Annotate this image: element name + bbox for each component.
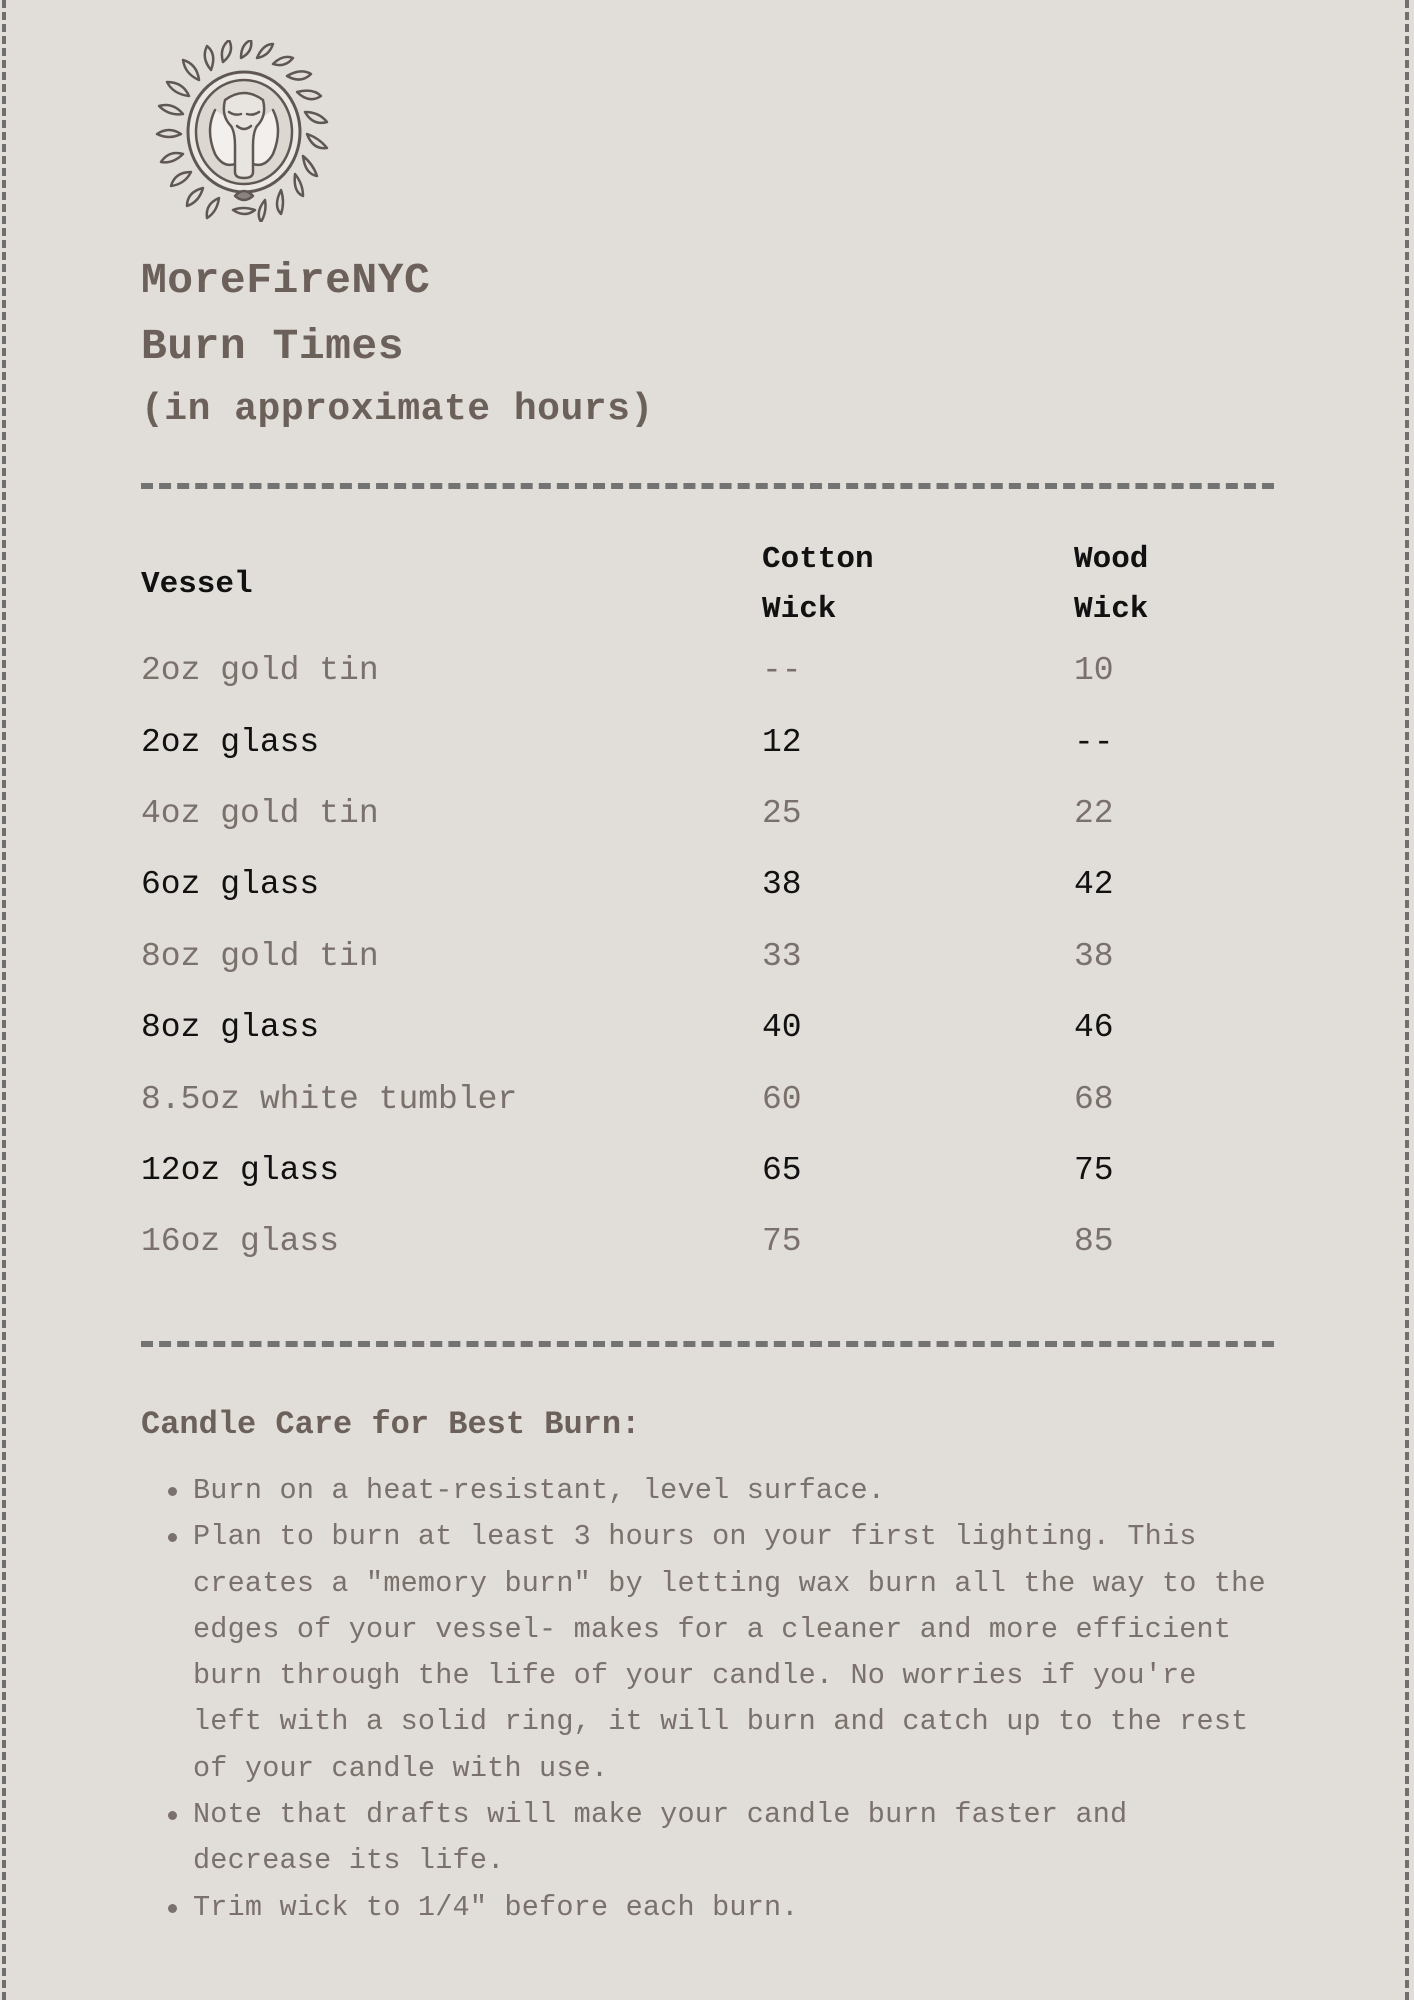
page-border-right bbox=[1405, 0, 1409, 2000]
cell-wood-wick: 10 bbox=[1074, 652, 1114, 690]
cell-wood-wick: 85 bbox=[1074, 1223, 1114, 1261]
list-item: Burn on a heat-resistant, level surface. bbox=[193, 1468, 1274, 1514]
cell-vessel: 4oz gold tin bbox=[141, 794, 379, 832]
brand-name: MoreFireNYC bbox=[141, 256, 431, 305]
cell-vessel: 8.5oz white tumbler bbox=[141, 1080, 518, 1118]
cell-cotton-wick: 65 bbox=[762, 1151, 802, 1189]
table-header-row bbox=[141, 535, 1274, 635]
column-header-wood-wick bbox=[1074, 535, 1274, 635]
cell-cotton-wick: -- bbox=[762, 652, 802, 690]
title-subtitle: (in approximate hours) bbox=[141, 388, 654, 431]
cell-cotton-wick: 60 bbox=[762, 1080, 802, 1118]
burn-times-table bbox=[141, 535, 1274, 1278]
table-row bbox=[141, 706, 1274, 777]
candle-care-heading: Candle Care for Best Burn: bbox=[141, 1406, 641, 1443]
table-row bbox=[141, 1135, 1274, 1206]
table-row bbox=[141, 849, 1274, 920]
cell-cotton-wick: 33 bbox=[762, 937, 802, 975]
dashed-divider-bottom bbox=[141, 1341, 1274, 1347]
table-row bbox=[141, 1063, 1274, 1134]
page-border-left bbox=[2, 0, 6, 2000]
list-item: Note that drafts will make your candle burn faster and decrease its life. bbox=[193, 1792, 1274, 1885]
cell-vessel: 2oz glass bbox=[141, 723, 320, 761]
table-row bbox=[141, 1206, 1274, 1277]
column-header-line: Wood bbox=[1074, 542, 1149, 577]
cell-wood-wick: 42 bbox=[1074, 866, 1114, 904]
cell-wood-wick: 38 bbox=[1074, 937, 1114, 975]
list-item: Trim wick to 1/4" before each burn. bbox=[193, 1885, 1274, 1931]
dashed-divider-top bbox=[141, 483, 1274, 489]
title-burn-times: Burn Times bbox=[141, 322, 405, 371]
cell-wood-wick: 22 bbox=[1074, 794, 1114, 832]
botanical-crest-logo-icon bbox=[153, 40, 335, 222]
cell-vessel: 12oz glass bbox=[141, 1151, 340, 1189]
page-title bbox=[141, 248, 654, 440]
cell-cotton-wick: 38 bbox=[762, 866, 802, 904]
column-header-vessel: Vessel bbox=[141, 567, 253, 602]
cell-wood-wick: 68 bbox=[1074, 1080, 1114, 1118]
table-row bbox=[141, 921, 1274, 992]
column-header-line: Cotton bbox=[762, 542, 874, 577]
cell-cotton-wick: 40 bbox=[762, 1009, 802, 1047]
table-row bbox=[141, 635, 1274, 706]
candle-care-list bbox=[141, 1468, 1274, 1931]
cell-vessel: 16oz glass bbox=[141, 1223, 340, 1261]
column-header-cotton-wick bbox=[762, 535, 1074, 635]
cell-wood-wick: -- bbox=[1074, 723, 1114, 761]
cell-wood-wick: 46 bbox=[1074, 1009, 1114, 1047]
column-header-line: Wick bbox=[762, 592, 837, 627]
list-item: Plan to burn at least 3 hours on your first lighting. This creates a "memory burn" by letting wax burn all the way to the edges of your vessel- makes for a cleaner and more efficient burn through the life of your candle. No worries if you're left with a solid ring, it will burn and catch up to the rest of your candle with use. bbox=[193, 1514, 1274, 1792]
cell-cotton-wick: 12 bbox=[762, 723, 802, 761]
cell-vessel: 8oz gold tin bbox=[141, 937, 379, 975]
cell-cotton-wick: 25 bbox=[762, 794, 802, 832]
cell-wood-wick: 75 bbox=[1074, 1151, 1114, 1189]
cell-vessel: 6oz glass bbox=[141, 866, 320, 904]
table-body bbox=[141, 635, 1274, 1278]
table-row bbox=[141, 992, 1274, 1063]
cell-vessel: 2oz gold tin bbox=[141, 652, 379, 690]
cell-vessel: 8oz glass bbox=[141, 1009, 320, 1047]
column-header-line: Wick bbox=[1074, 592, 1149, 627]
cell-cotton-wick: 75 bbox=[762, 1223, 802, 1261]
table-row bbox=[141, 778, 1274, 849]
